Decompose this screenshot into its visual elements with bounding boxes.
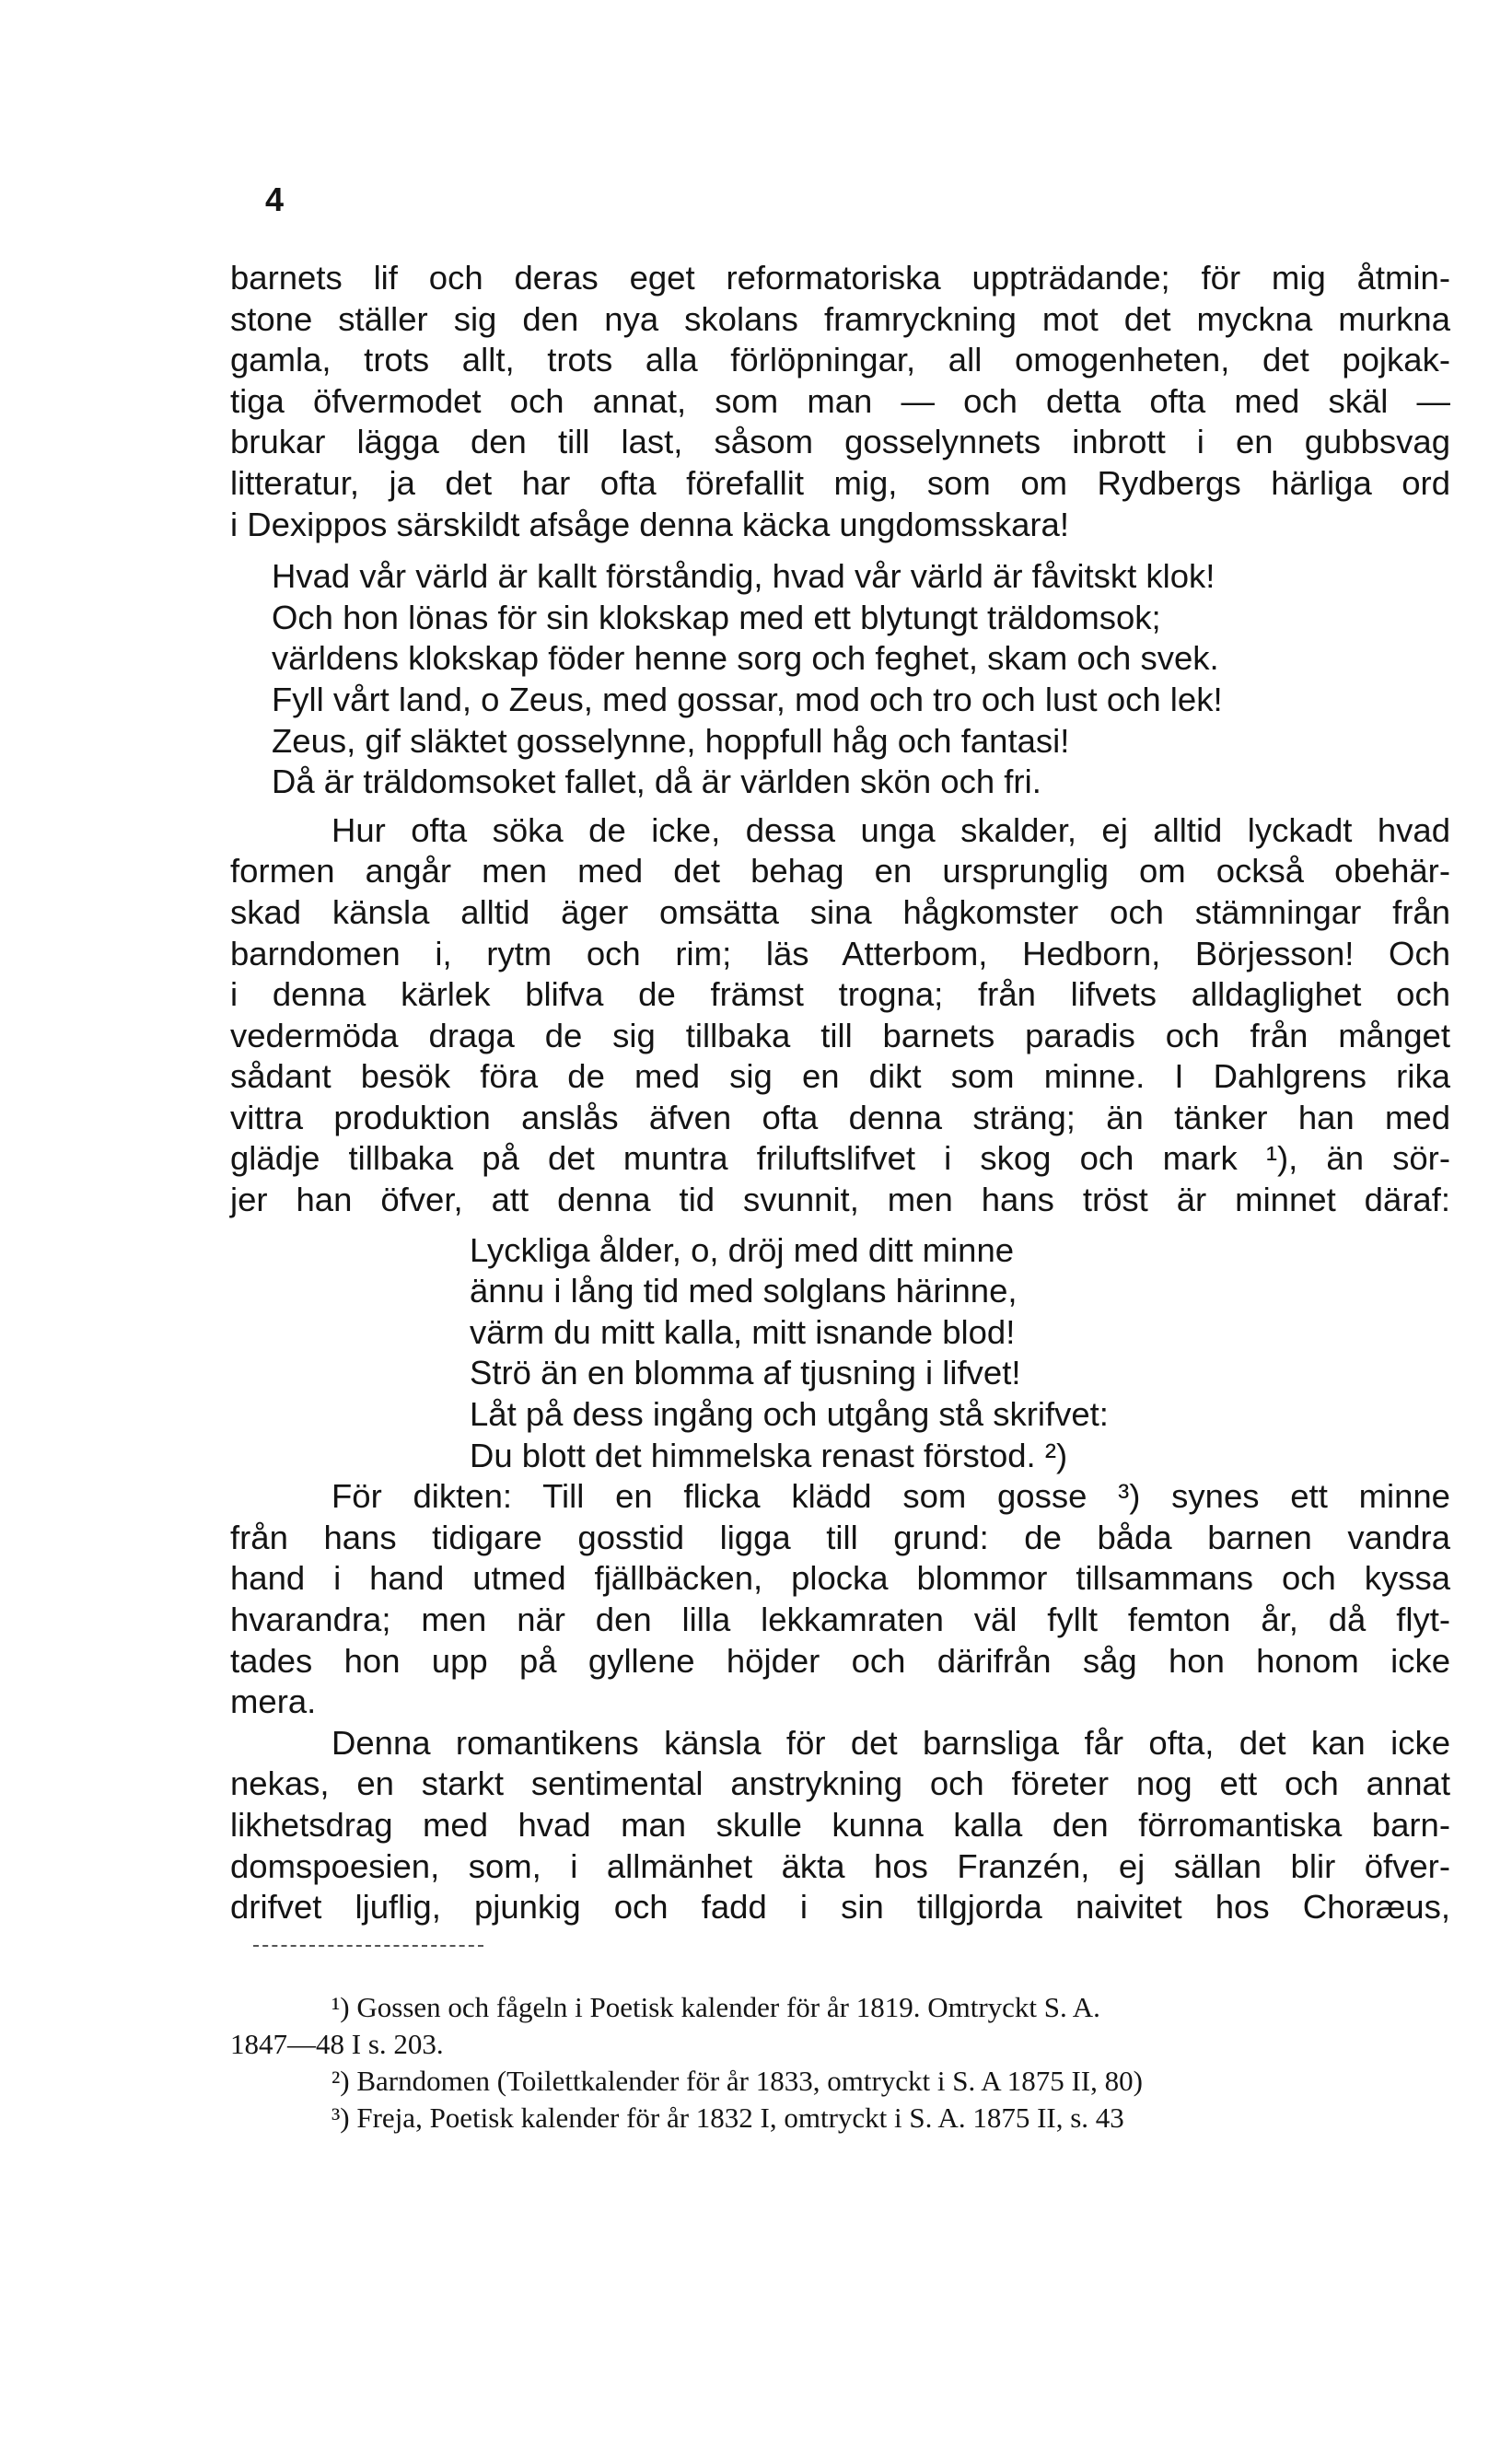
text-line: i denna kärlek blifva de främst trogna; från lifvets alldaglighet och bbox=[230, 975, 1450, 1014]
footnote-divider bbox=[253, 1945, 483, 1947]
poem-line: Och hon lönas för sin klokskap med ett blytungt träldomsok; bbox=[272, 598, 1161, 636]
text-line: i Dexippos särskildt afsåge denna käcka ungdomsskara! bbox=[230, 505, 1069, 543]
text-line: brukar lägga den till last, såsom gosselynnets inbrott i en gubbsvag bbox=[230, 423, 1450, 461]
footnote-2: ²) Barndomen (Toilettkalender för år 1833, omtryckt i S. A 1875 II, 80) bbox=[331, 2065, 1143, 2097]
poem-line: Fyll vårt land, o Zeus, med gossar, mod och tro och lust och lek! bbox=[272, 680, 1223, 718]
text-line: nekas, en starkt sentimental anstrykning och företer nog ett och annat bbox=[230, 1764, 1450, 1803]
poem-line: Hvad vår värld är kallt förståndig, hvad vår värld är fåvitskt klok! bbox=[272, 557, 1215, 596]
text-line: glädje tillbaka på det muntra friluftslifvet i skog och mark ¹), än sör- bbox=[230, 1139, 1450, 1178]
poem-line: Låt på dess ingång och utgång stå skrifvet: bbox=[470, 1395, 1109, 1434]
text-line: från hans tidigare gosstid ligga till grund: de båda barnen vandra bbox=[230, 1518, 1450, 1556]
paragraph-1 bbox=[230, 258, 1450, 545]
text-line: litteratur, ja det har ofta förefallit mig, som om Rydbergs härliga ord bbox=[230, 463, 1450, 502]
poem-line: Du blott det himmelska renast förstod. ²) bbox=[470, 1436, 1068, 1474]
text-line: Hur ofta söka de icke, dessa unga skalder, ej alltid lyckadt hvad bbox=[331, 810, 1450, 849]
paragraph-3 bbox=[230, 1476, 1450, 1723]
footnote-1-continued: 1847—48 I s. 203. bbox=[230, 2028, 444, 2060]
poem-line: värm du mitt kalla, mitt isnande blod! bbox=[470, 1312, 1016, 1351]
text-line: formen angår men med det behag en ursprunglig om också obehär- bbox=[230, 852, 1450, 891]
text-line: likhetsdrag med hvad man skulle kunna kalla den förromantiska barn- bbox=[230, 1805, 1450, 1844]
text-line: vedermöda draga de sig tillbaka till barnets paradis och från månget bbox=[230, 1016, 1450, 1054]
poem-line: världens klokskap föder henne sorg och feghet, skam och svek. bbox=[272, 639, 1219, 678]
poem-line: Lyckliga ålder, o, dröj med ditt minne bbox=[470, 1230, 1015, 1269]
poem-line: Zeus, gif släktet gosselynne, hoppfull håg och fantasi! bbox=[272, 721, 1070, 760]
text-line: stone ställer sig den nya skolans framryckning mot det myckna murkna bbox=[230, 299, 1450, 338]
poem-lyckliga-alder bbox=[230, 1230, 1450, 1477]
body-text bbox=[230, 258, 1450, 1928]
text-line: gamla, trots allt, trots alla förlöpningar, all omogenheten, det pojkak- bbox=[230, 341, 1450, 379]
text-line: mera. bbox=[230, 1682, 317, 1721]
text-line: vittra produktion anslås äfven ofta denna sträng; än tänker han med bbox=[230, 1098, 1450, 1136]
footnotes bbox=[230, 1989, 1450, 2136]
text-line: drifvet ljuflig, pjunkig och fadd i sin tillgjorda naivitet hos Choræus, bbox=[230, 1888, 1450, 1927]
poem-line: ännu i lång tid med solglans härinne, bbox=[470, 1272, 1018, 1310]
text-line: hvarandra; men när den lilla lekkamraten väl fyllt femton år, då flyt- bbox=[230, 1601, 1450, 1638]
text-line: domspoesien, som, i allmänhet äkta hos Franzén, ej sällan blir öfver- bbox=[230, 1846, 1450, 1885]
text-line: barndomen i, rytm och rim; läs Atterbom, Hedborn, Börjesson! Och bbox=[230, 934, 1450, 972]
text-line: jer han öfver, att denna tid svunnit, men hans tröst är minnet däraf: bbox=[230, 1181, 1450, 1219]
paragraph-2 bbox=[230, 810, 1450, 1221]
text-line: tades hon upp på gyllene höjder och därifrån såg hon honom icke bbox=[230, 1641, 1450, 1680]
text-line: barnets lif och deras eget reformatoriska uppträdande; för mig åtmin- bbox=[230, 259, 1450, 297]
poem-line: Då är träldomsoket fallet, då är världen skön och fri. bbox=[272, 763, 1041, 801]
text-line: hand i hand utmed fjällbäcken, plocka blommor tillsammans och kyssa bbox=[230, 1559, 1450, 1598]
paragraph-4 bbox=[230, 1723, 1450, 1928]
footnote-3: ³) Freja, Poetisk kalender för år 1832 I, omtryckt i S. A. 1875 II, s. 43 bbox=[331, 2102, 1124, 2134]
poem-dexippos bbox=[230, 556, 1450, 803]
poem-line: Strö än en blomma af tjusning i lifvet! bbox=[470, 1354, 1021, 1392]
footnote-1: ¹) Gossen och fågeln i Poetisk kalender för år 1819. Omtryckt S. A. bbox=[331, 1991, 1100, 2023]
text-line: För dikten: Till en flicka klädd som gosse ³) synes ett minne bbox=[331, 1477, 1450, 1516]
text-line: sådant besök föra de med sig en dikt som minne. I Dahlgrens rika bbox=[230, 1057, 1450, 1096]
text-line: tiga öfvermodet och annat, som man — och detta ofta med skäl — bbox=[230, 381, 1450, 420]
text-line: skad känsla alltid äger omsätta sina hågkomster och stämningar från bbox=[230, 892, 1450, 931]
text-line: Denna romantikens känsla för det barnsliga får ofta, det kan icke bbox=[331, 1723, 1450, 1762]
page-number: 4 bbox=[265, 180, 285, 218]
